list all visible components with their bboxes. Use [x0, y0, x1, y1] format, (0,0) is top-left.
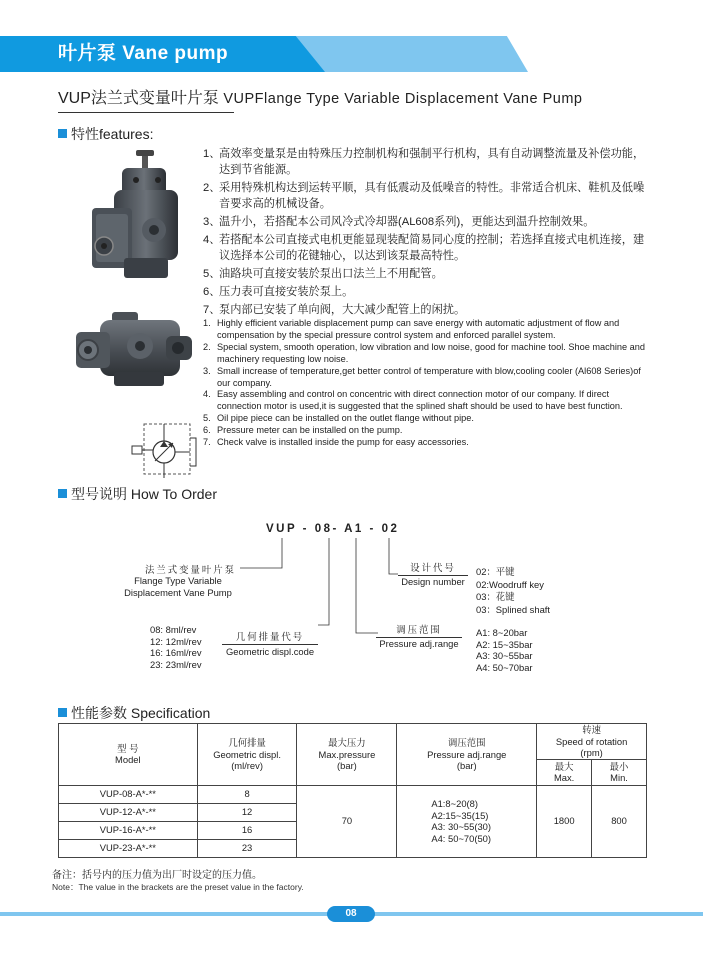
features-heading-text: 特性features:: [71, 126, 154, 142]
table-row: VUP-23-A*-** 23: [59, 839, 647, 857]
max-pressure-cell: 70: [297, 785, 397, 857]
order-heading-text: 型号说明 How To Order: [71, 486, 217, 502]
th-speed: 转速 Speed of rotation (rpm): [537, 724, 647, 760]
list-item: 2. Special system, smooth operation, low vibration and low noise, good for machine tool. Shoe machine and machinery requesting low noise.: [203, 341, 645, 364]
order-name-cn: 法兰式变量叶片泵: [144, 564, 236, 575]
press-options: A1: 8~20bar A2: 15~35bar A3: 30~55bar A4: 50~70bar: [476, 627, 533, 673]
list-item: 7、 泵内部已安装了单向阀，大大减少配管上的闲扰。: [203, 304, 466, 316]
list-item: 3. Small increase of temperature,get better control of temperature with blow,cooling cooler (Al608 Series)of our company.: [203, 365, 641, 388]
list-item: 6. Pressure meter can be installed on the pump.: [203, 425, 403, 436]
list-item: 2、 采用特殊机构达到运转平顺，具有低震动及低噪音的特性。非常适合机床、鞋机及低噪音要求高的机械设备。: [203, 182, 645, 210]
code-displacement: 08: [314, 523, 333, 535]
code-design: 02: [381, 523, 400, 535]
list-item: 4、 若搭配本公司直接式电机更能显现装配简易同心度的控制；若选择直接式电机连接，建议选择本公司的花键轴心，以达到该泵最高特性。: [203, 234, 645, 262]
disp-options: 08: 8ml/rev 12: 12ml/rev 16: 16ml/rev 23: 23ml/rev: [150, 624, 202, 670]
pressure-range-cell: A1:8~20(8) A2:15~35(15) A3: 30~55(30) A4: 50~70(50): [397, 785, 537, 857]
disp-code-label: 几何排量代号 Geometric displ.code: [222, 631, 318, 657]
page-title-cn: VUP法兰式变量叶片泵: [58, 90, 219, 107]
th-model: 型 号 Model: [59, 724, 198, 786]
design-number-label: 设计代号 Design number: [398, 562, 468, 587]
speed-min-cell: 800: [592, 785, 647, 857]
code-pressure: A1: [344, 523, 364, 535]
th-speed-min: 最小 Min.: [592, 759, 647, 785]
list-item: 3、 温升小，若搭配本公司风冷式冷却器(AL608系列)，更能达到温升控制效果。: [203, 216, 595, 228]
list-item: 5、 油路块可直接安装於泵出口法兰上不用配管。: [203, 268, 443, 280]
design-options: 02：平键 02:Woodruff key 03：花键 03：Splined shaft: [476, 566, 551, 615]
square-bullet-icon: [58, 708, 67, 717]
page-number: 08: [327, 906, 375, 922]
list-item: 1、 高效率变量泵是由特殊压力控制机构和强制平行机构，具有自动调整流量及补偿功能，达到节省能源。: [203, 148, 645, 176]
spec-heading-text: 性能参数 Specification: [71, 705, 211, 721]
order-name-en: Flange Type Variable Displacement Vane Pump: [124, 575, 232, 598]
model-code: VUP - 08- A1 - 02: [266, 523, 400, 535]
press-range-label: 调压范围 Pressure adj.range: [376, 624, 462, 649]
note-cn: 备注：括号内的压力值为出厂时设定的压力值。: [52, 870, 262, 881]
th-max-pressure: 最大压力 Max.pressure (bar): [297, 724, 397, 786]
note-en: Note：The value in the brackets are the preset value in the factory.: [52, 882, 304, 892]
th-speed-max: 最大 Max.: [537, 759, 592, 785]
list-item: 7. Check valve is installed inside the pump for easy accessories.: [203, 437, 469, 448]
list-item: 6、 压力表可直接安装於泵上。: [203, 286, 354, 298]
spec-table: [58, 723, 647, 858]
table-row: VUP-12-A*-** 12: [59, 803, 647, 821]
table-row: VUP-16-A*-** 16: [59, 821, 647, 839]
header-banner-title: 叶片泵 Vane pump: [58, 43, 229, 64]
list-item: 4. Easy assembling and control on concentric with direct connection motor of our company. If direct connection motor is used,it is suggested that the splined shaft should be used to have best function.: [203, 389, 623, 412]
list-item: 5. Oil pipe piece can be installed on the outlet flange without pipe.: [203, 413, 474, 424]
list-item: 1. Highly efficient variable displacement pump can save energy with automatic adjustment of flow and compensation by the special pressure control system and enforced parallel system.: [203, 318, 620, 340]
table-row: VUP-08-A*-** 8 70 A1:8~20(8) A2:15~35(15) A3: 30~55(30) A4: 50~70(50) 1800 800: [59, 785, 647, 803]
th-pressure-range: 调压范围 Pressure adj.range (bar): [397, 724, 537, 786]
speed-max-cell: 1800: [537, 785, 592, 857]
code-series: VUP: [266, 523, 297, 535]
th-displacement: 几何排量 Geometric displ. (ml/rev): [197, 724, 297, 786]
order-name-labels: [136, 564, 236, 576]
page-title-en: VUPFlange Type Variable Displacement Vane Pump: [223, 91, 583, 107]
spec-heading: [58, 704, 210, 722]
